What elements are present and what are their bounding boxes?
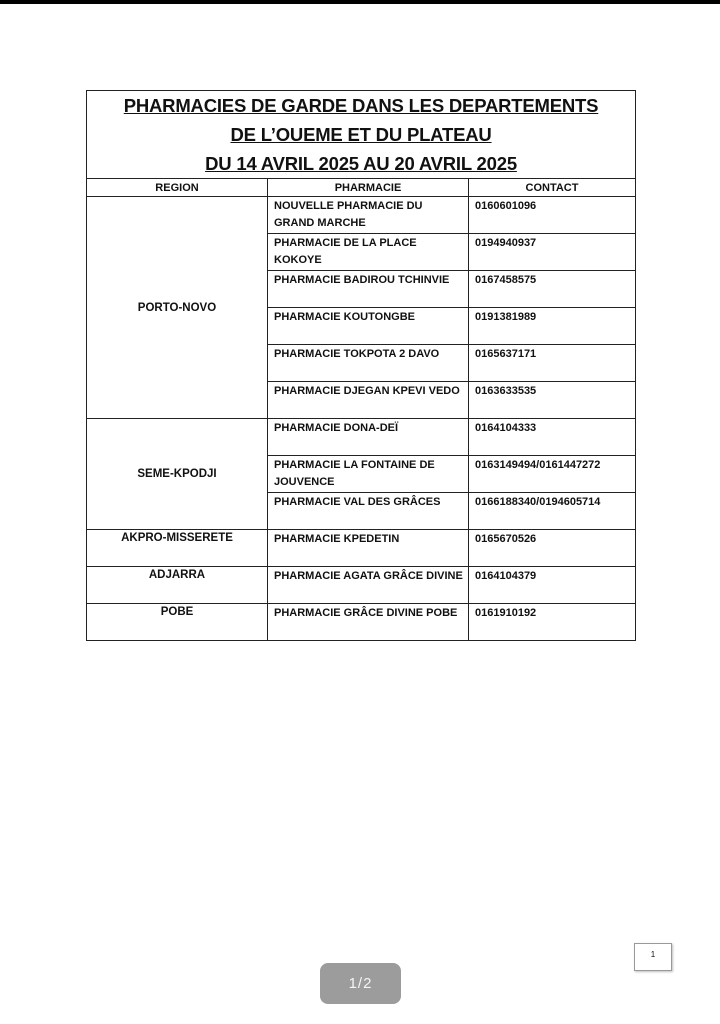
pharmacy-name: PHARMACIE KOUTONGBE: [268, 308, 469, 345]
table-row: [87, 197, 636, 234]
contact-number: 0164104333: [469, 419, 636, 456]
table-row: [87, 604, 636, 641]
contact-number: 0165670526: [469, 530, 636, 567]
contact-number: 0160601096: [469, 197, 636, 234]
header-pharmacie: PHARMACIE: [268, 179, 469, 197]
pharmacy-name: PHARMACIE BADIROU TCHINVIE: [268, 271, 469, 308]
page-number-marker: 1: [634, 943, 672, 971]
region-cell: SEME-KPODJI: [87, 419, 268, 530]
title-line-2: DE L’OUEME ET DU PLATEAU: [230, 124, 492, 145]
region-cell: ADJARRA: [87, 567, 268, 604]
region-cell: AKPRO-MISSERETE: [87, 530, 268, 567]
contact-number: 0165637171: [469, 345, 636, 382]
pharmacy-name: PHARMACIE DJEGAN KPEVI VEDO: [268, 382, 469, 419]
contact-number: 0163149494/0161447272: [469, 456, 636, 493]
header-row: [87, 179, 636, 197]
header-contact: CONTACT: [469, 179, 636, 197]
pharmacy-name: PHARMACIE TOKPOTA 2 DAVO: [268, 345, 469, 382]
title-line-1: PHARMACIES DE GARDE DANS LES DEPARTEMENTS: [123, 95, 599, 116]
contact-number: 0194940937: [469, 234, 636, 271]
pharmacy-table: [86, 90, 636, 641]
pharmacy-name: PHARMACIE LA FONTAINE DE JOUVENCE: [268, 456, 469, 493]
pharmacy-name: PHARMACIE VAL DES GRÂCES: [268, 493, 469, 530]
table-title: [87, 91, 636, 179]
region-cell: POBE: [87, 604, 268, 641]
pharmacy-name: PHARMACIE GRÂCE DIVINE POBE: [268, 604, 469, 641]
pharmacy-name: PHARMACIE DE LA PLACE KOKOYE: [268, 234, 469, 271]
title-line-3: DU 14 AVRIL 2025 AU 20 AVRIL 2025: [205, 153, 517, 174]
table-row: [87, 419, 636, 456]
table-row: [87, 567, 636, 604]
contact-number: 0191381989: [469, 308, 636, 345]
table-row: [87, 530, 636, 567]
page-indicator[interactable]: 1/2: [320, 963, 401, 1004]
region-cell: PORTO-NOVO: [87, 197, 268, 419]
pharmacy-name: PHARMACIE AGATA GRÂCE DIVINE: [268, 567, 469, 604]
pharmacy-name: NOUVELLE PHARMACIE DU GRAND MARCHE: [268, 197, 469, 234]
header-region: REGION: [87, 179, 268, 197]
contact-number: 0166188340/0194605714: [469, 493, 636, 530]
pharmacy-name: PHARMACIE KPEDETIN: [268, 530, 469, 567]
top-bar: [0, 0, 720, 4]
contact-number: 0161910192: [469, 604, 636, 641]
contact-number: 0164104379: [469, 567, 636, 604]
pharmacy-name: PHARMACIE DONA-DEÏ: [268, 419, 469, 456]
contact-number: 0163633535: [469, 382, 636, 419]
contact-number: 0167458575: [469, 271, 636, 308]
